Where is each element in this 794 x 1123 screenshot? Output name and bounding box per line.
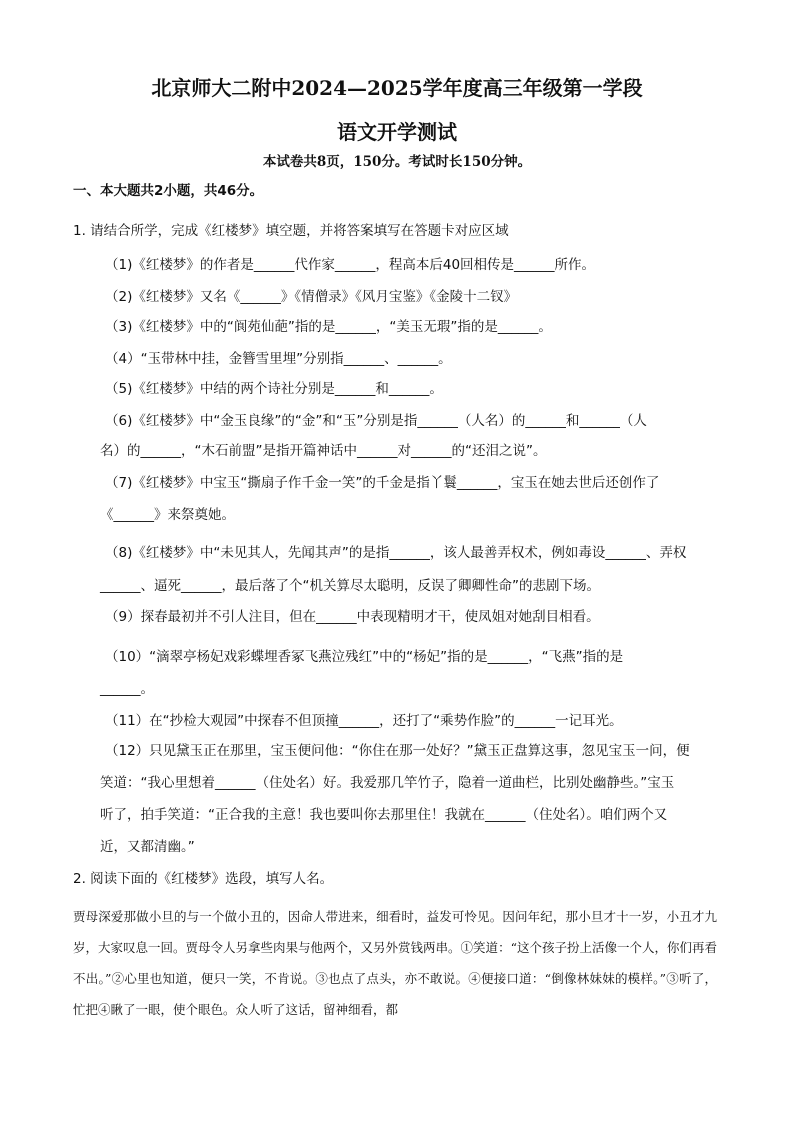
- question-1-stem: 1. 请结合所学，完成《红楼梦》填空题，并将答案填写在答题卡对应区域: [73, 223, 509, 239]
- q1-line: 《______》来祭奠她。: [100, 507, 235, 523]
- q1-line: （4）“玉带林中挂，金簪雪里埋”分别指______、______。: [105, 351, 452, 367]
- q1-line: （1)《红楼梦》的作者是______代作家______，程高本后40回相传是______所作。: [105, 257, 596, 273]
- q1-line: （6)《红楼梦》中“金玉良缘”的“金”和“玉”分别是指______（人名）的______和______（人: [105, 413, 647, 429]
- q1-line: ______。: [100, 681, 154, 697]
- q1-line: （11）在“抄检大观园”中探春不但顶撞______，还打了“乘势作脸”的______一记耳光。: [105, 713, 623, 729]
- exam-note: 本试卷共8页，150分。考试时长150分钟。: [262, 154, 532, 170]
- exam-title: 北京师大二附中2024—2025学年度高三年级第一学段: [151, 76, 643, 100]
- q1-line: 近，又都清幽。”: [100, 839, 195, 855]
- q1-line: （2)《红楼梦》又名《______》《情僧录》《风月宝鉴》《金陵十二钗》: [105, 289, 518, 305]
- q1-line: （5)《红楼梦》中结的两个诗社分别是______和______。: [105, 381, 443, 397]
- q1-line: （12）只见黛玉正在那里，宝玉便问他：“你住在那一处好？”黛玉正盘算这事，忽见宝玉一问，便: [105, 743, 690, 759]
- q1-line: ______、逼死______，最后落了个“机关算尽太聪明，反误了卿卿性命”的悲剧下场。: [100, 578, 600, 594]
- q1-line: 笑道：“我心里想着______（住处名）好。我爱那几竿竹子，隐着一道曲栏，比别处幽静些。”宝玉: [100, 775, 675, 791]
- q1-line: （9）探春最初并不引人注目，但在______中表现精明才干，使凤姐对她刮目相看。: [105, 609, 600, 625]
- q1-line: （7)《红楼梦》中宝玉“撕扇子作千金一笑”的千金是指丫鬟______，宝玉在她去世后还创作了: [105, 475, 660, 491]
- q1-line: （10）“滴翠亭杨妃戏彩蝶埋香冢飞燕泣残红”中的“杨妃”指的是______，“飞燕”指的是: [105, 649, 624, 665]
- exam-subtitle: 语文开学测试: [337, 120, 457, 144]
- novel-passage: 贾母深爱那做小旦的与一个做小丑的，因命人带进来，细看时，益发可怜见。因问年纪，那小旦才十一岁，小丑才九岁，大家叹息一回。贾母令人另拿些肉果与他两个，又另外赏钱两串。①笑道：“这个孩子扮上活像一个人，你们再看不出。”②心里也知道，便只一笑，不肯说。③也点了点头，亦不敢说。④便接口道：“倒像林妹妹的模样。”③听了，忙把④瞅了一眼，使个眼色。众人听了这话，留神细看，都: [73, 909, 717, 1017]
- q1-line: 听了，拍手笑道：“正合我的主意！我也要叫你去那里住！我就在______（住处名）。咱们两个又: [100, 807, 668, 823]
- q1-line: （8)《红楼梦》中“未见其人，先闻其声”的是指______，该人最善弄权术，例如毒设______、弄权: [105, 545, 687, 561]
- q1-line: （3)《红楼梦》中的“阆苑仙葩”指的是______，“美玉无瑕”指的是______。: [105, 319, 552, 335]
- section-heading: 一、本大题共2小题，共46分。: [73, 183, 264, 199]
- question-2-stem: 2. 阅读下面的《红楼梦》选段，填写人名。: [73, 871, 334, 887]
- q1-line: 名）的______，“木石前盟”是指开篇神话中______对______的“还泪之说”。: [100, 443, 547, 459]
